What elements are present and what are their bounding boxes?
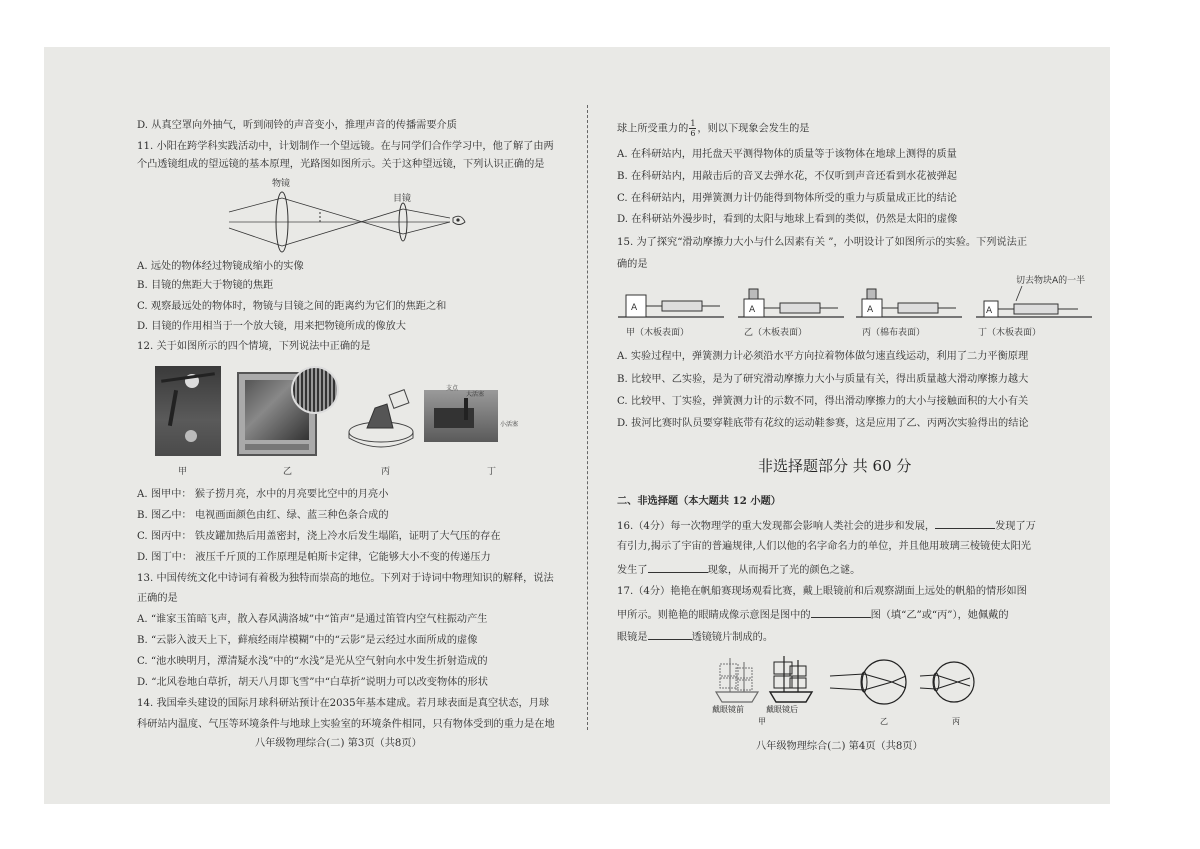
q16-line-3 bbox=[617, 562, 860, 578]
caption-yi: 乙（木板表面） bbox=[744, 328, 808, 338]
q11-stem-1: 11. 小阳在跨学科实践活动中，计划制作一个望远镜。在与同学们合作学习中，他了解了由两 bbox=[137, 141, 554, 152]
q14-option-c: C. 在科研站内，用弹簧测力计仍能得到物体所受的重力与质量成正比的结论 bbox=[617, 193, 957, 204]
block-a-label: A bbox=[631, 303, 638, 313]
label-ding: 丁 bbox=[487, 467, 497, 477]
q15-stem-1: 15. 为了探究“滑动摩擦力大小与什么因素有关 ”，小明设计了如图所示的实验。下列说法正 bbox=[617, 237, 1028, 248]
jack-body bbox=[434, 408, 474, 428]
q13-option-d: D. “北风卷地白草折，胡天八月即飞雪”中“白草折”说明力可以改变物体的形状 bbox=[137, 677, 488, 688]
q14-option-d: D. 在科研站外漫步时，看到的太阳与地球上看到的类似，仍然是太阳的虚像 bbox=[617, 214, 958, 225]
q15-option-a: A. 实验过程中，弹簧测力计必须沿水平方向拉着物体做匀速直线运动，利用了二力平衡原理 bbox=[617, 351, 1029, 362]
moon-reflection-icon bbox=[185, 430, 197, 442]
friction-experiments bbox=[616, 273, 1100, 339]
fraction-numerator: 1 bbox=[690, 119, 696, 128]
q14-option-a: A. 在科研站内，用托盘天平测得物体的质量等于该物体在地球上测得的质量 bbox=[617, 149, 957, 160]
left-page-footer: 八年级物理综合(二) 第3页（共8页） bbox=[255, 738, 422, 749]
collapsed-can bbox=[367, 404, 393, 428]
pivot-tag: 支点 bbox=[446, 385, 459, 392]
label-yi: 乙 bbox=[880, 717, 888, 726]
q15-option-c: C. 比较甲、丁实验，弹簧测力计的示数不同，得出滑动摩擦力的大小与接触面积的大小有关 bbox=[617, 396, 1029, 407]
cut-half-note: 切去物块A的一半 bbox=[1016, 276, 1086, 286]
q16-text: 发现了万 bbox=[995, 521, 1036, 532]
ship-before-glasses bbox=[716, 658, 758, 702]
q15-option-b: B. 比较甲、乙实验，是为了研究滑动摩擦力大小与质量有关，得出质量越大滑动摩擦力越大 bbox=[617, 374, 1029, 385]
pixel-magnifier bbox=[291, 366, 339, 414]
q16-blank-1[interactable] bbox=[935, 518, 995, 529]
q17-blank-2[interactable] bbox=[648, 629, 692, 640]
jack-piston bbox=[464, 398, 468, 420]
light-ray bbox=[229, 198, 282, 212]
telescope-diagram bbox=[225, 176, 475, 254]
q12-option-b: B. 图乙中： 电视画面颜色由红、绿、蓝三种色条合成的 bbox=[137, 510, 389, 521]
section-title: 非选择题部分 共 60 分 bbox=[758, 457, 912, 475]
q11-option-a: A. 远处的物体经过物镜成缩小的实像 bbox=[137, 261, 304, 272]
q17-line-2 bbox=[617, 607, 1009, 623]
q16-text: 16.（4分）每一次物理学的重大发现都会影响人类社会的进步和发展， bbox=[617, 521, 936, 532]
eye-diagram-yi bbox=[830, 660, 906, 704]
label-jia: 甲 bbox=[758, 717, 766, 726]
block-a-label: A bbox=[749, 305, 756, 315]
q11-option-c: C. 观察最远处的物体时，物镜与目镜之间的距离约为它们的焦距之和 bbox=[137, 301, 447, 312]
caption-ding: 丁（木板表面） bbox=[978, 328, 1042, 338]
setup-ding bbox=[976, 301, 1092, 317]
monkey-chain bbox=[168, 390, 178, 426]
q17-text: 透镜镜片制成的。 bbox=[691, 632, 774, 643]
block-a-label: A bbox=[986, 306, 993, 316]
eye-pupil bbox=[456, 218, 459, 221]
q16-text: 现象，从而揭开了光的颜色之谜。 bbox=[707, 565, 861, 576]
light-ray bbox=[403, 209, 450, 218]
q10-option-d: D. 从真空罩向外抽气，听到闹铃的声音变小，推理声音的传播需要介质 bbox=[137, 120, 457, 131]
q12-stem: 12. 关于如图所示的四个情境，下列说法中正确的是 bbox=[137, 341, 371, 352]
eyepiece-label: 目镜 bbox=[393, 194, 412, 204]
q16-blank-2[interactable] bbox=[648, 562, 708, 573]
small-piston-tag: 小活塞 bbox=[500, 421, 519, 428]
setup-bing bbox=[856, 289, 962, 317]
q13-option-c: C. “池水映明月，潭清疑水浅”中的“水浅”是光从空气射向水中发生折射造成的 bbox=[137, 656, 488, 667]
scene-can-diagram bbox=[345, 388, 417, 454]
page-divider bbox=[587, 105, 588, 730]
label-bing: 丙 bbox=[381, 467, 391, 477]
q14-cont-tail: ，则以下现象会发生的是 bbox=[697, 123, 810, 135]
big-piston-tag: 大活塞 bbox=[466, 391, 485, 398]
after-glasses-label: 戴眼镜后 bbox=[766, 705, 798, 714]
q17-line-1: 17.（4分）艳艳在帆船赛现场观看比赛，戴上眼镜前和后观察湖面上远处的帆船的情形如图 bbox=[617, 586, 1027, 597]
q15-stem-2: 确的是 bbox=[617, 259, 648, 270]
light-ray bbox=[229, 228, 282, 246]
block-a-label: A bbox=[867, 305, 874, 315]
label-jia: 甲 bbox=[178, 467, 188, 477]
q14-stem-1: 14. 我国牵头建设的国际月球科研站预计在2035年基本建成。若月球表面是真空状态，月球 bbox=[137, 698, 550, 709]
q11-option-d: D. 目镜的作用相当于一个放大镜，用来把物镜所成的像放大 bbox=[137, 321, 406, 332]
q13-option-a: A. “谁家玉笛暗飞声，散入春风满洛城”中“笛声”是通过笛管内空气柱振动产生 bbox=[137, 614, 488, 625]
light-ray bbox=[282, 198, 403, 234]
q13-option-b: B. “云影入波天上下，藓痕经雨岸模糊”中的“云影”是云经过水面所成的虚像 bbox=[137, 635, 478, 646]
light-ray bbox=[282, 209, 403, 246]
section-heading: 二、非选择题（本大题共 12 小题） bbox=[617, 495, 781, 507]
caption-jia: 甲（木板表面） bbox=[626, 328, 690, 338]
q12-option-a: A. 图甲中： 猴子捞月亮，水中的月亮要比空中的月亮小 bbox=[137, 489, 389, 500]
q14-stem-3 bbox=[617, 119, 809, 138]
q16-line-1 bbox=[617, 518, 1036, 534]
light-ray bbox=[403, 222, 450, 234]
right-page-footer: 八年级物理综合(二) 第4页（共8页） bbox=[756, 741, 923, 752]
q17-blank-1[interactable] bbox=[811, 607, 871, 618]
q12-option-d: D. 图丁中： 液压千斤顶的工作原理是帕斯卡定律，它能够大小不变的传递压力 bbox=[137, 552, 491, 563]
fraction-denominator: 6 bbox=[690, 129, 696, 138]
objective-label: 物镜 bbox=[272, 179, 291, 189]
caption-bing: 丙（棉布表面） bbox=[862, 328, 926, 338]
q16-text: 发生了 bbox=[617, 565, 648, 576]
before-glasses-label: 戴眼镜前 bbox=[712, 705, 744, 714]
scene-monkey-moon bbox=[155, 366, 221, 456]
setup-yi bbox=[738, 289, 844, 317]
eye-diagram-bing bbox=[920, 662, 974, 702]
label-bing: 丙 bbox=[952, 717, 960, 726]
q14-cont-text: 球上所受重力的 bbox=[617, 123, 689, 135]
q14-stem-2: 科研站内温度、气压等环境条件与地球上实验室的环境条件相同，只有物体受到的重力是在地 bbox=[137, 719, 555, 730]
q13-stem-2: 正确的是 bbox=[137, 593, 178, 604]
note-pointer bbox=[1016, 286, 1022, 301]
q17-line-3 bbox=[617, 629, 773, 645]
q15-option-d: D. 拔河比赛时队员要穿鞋底带有花纹的运动鞋参赛，这是应用了乙、丙两次实验得出的结论 bbox=[617, 418, 1029, 429]
q11-option-b: B. 目镜的焦距大于物镜的焦距 bbox=[137, 280, 274, 291]
tv-base bbox=[245, 444, 309, 450]
q13-stem-1: 13. 中国传统文化中诗词有着极为独特而崇高的地位。下列对于诗词中物理知识的解释，说法 bbox=[137, 573, 554, 584]
eye-imaging-figure bbox=[708, 650, 988, 726]
ship-after-glasses bbox=[770, 656, 812, 702]
q16-line-2: 有引力,揭示了宇宙的普遍规律,人们以他的名字命名力的单位，并且他用玻璃三棱镜使太阳光 bbox=[617, 541, 1031, 552]
q11-stem-2: 个凸透镜组成的望远镜的基本原理，光路图如图所示。关于这种望远镜，下列认识正确的是 bbox=[137, 159, 545, 170]
q17-text: 图（填“乙”或“丙”），她佩戴的 bbox=[870, 610, 1009, 621]
q14-option-b: B. 在科研站内，用敲击后的音叉去弹水花，不仅听到声音还看到水花被弹起 bbox=[617, 171, 957, 182]
scene-hydraulic-jack bbox=[424, 390, 498, 442]
label-yi: 乙 bbox=[283, 467, 293, 477]
setup-jia bbox=[618, 295, 724, 317]
q12-option-c: C. 图丙中： 铁皮罐加热后用盖密封，浇上冷水后发生塌陷，证明了大气压的存在 bbox=[137, 531, 501, 542]
one-sixth-fraction bbox=[689, 119, 696, 138]
water-cup bbox=[389, 390, 409, 409]
q17-text: 眼镜是 bbox=[617, 632, 648, 643]
q17-text: 甲所示。则艳艳的眼睛成像示意图是图中的 bbox=[617, 610, 811, 621]
